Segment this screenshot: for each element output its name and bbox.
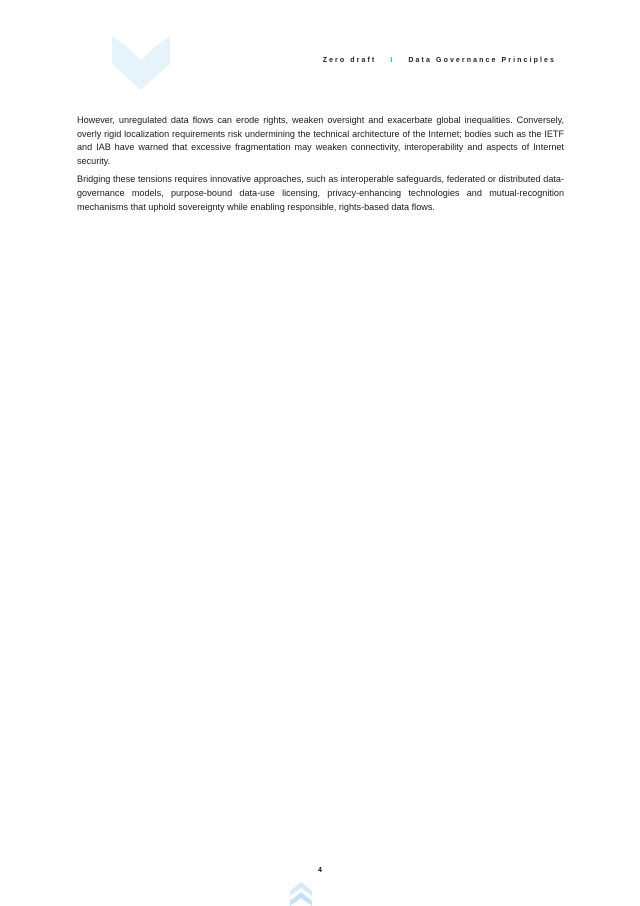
body-text <box>77 114 564 219</box>
running-header <box>323 57 556 64</box>
header-separator: I <box>390 57 395 64</box>
header-document-status: Zero draft <box>322 57 377 64</box>
paragraph: Bridging these tensions requires innovative approaches, such as interoperable safeguards, federated or distributed data-governance models, purpose-bound data-use licensing, privacy-enhancing technologies and mutual-recognition mechanisms that uphold sovereignty while enabling responsible, rights-based data flows. <box>77 174 564 212</box>
chevron-up-watermark-icon <box>290 882 312 906</box>
page-number: 4 <box>318 867 322 874</box>
header-document-title: Data Governance Principles <box>408 57 556 64</box>
paragraph: However, unregulated data flows can erode rights, weaken oversight and exacerbate global inequalities. Conversely, overly rigid localization requirements risk undermining the technical architecture of the Internet; bodies such as the IETF and IAB have warned that excessive fragmentation may weaken connectivity, interoperability and aspects of Internet security. <box>77 115 564 166</box>
chevron-down-watermark-icon <box>112 36 170 90</box>
